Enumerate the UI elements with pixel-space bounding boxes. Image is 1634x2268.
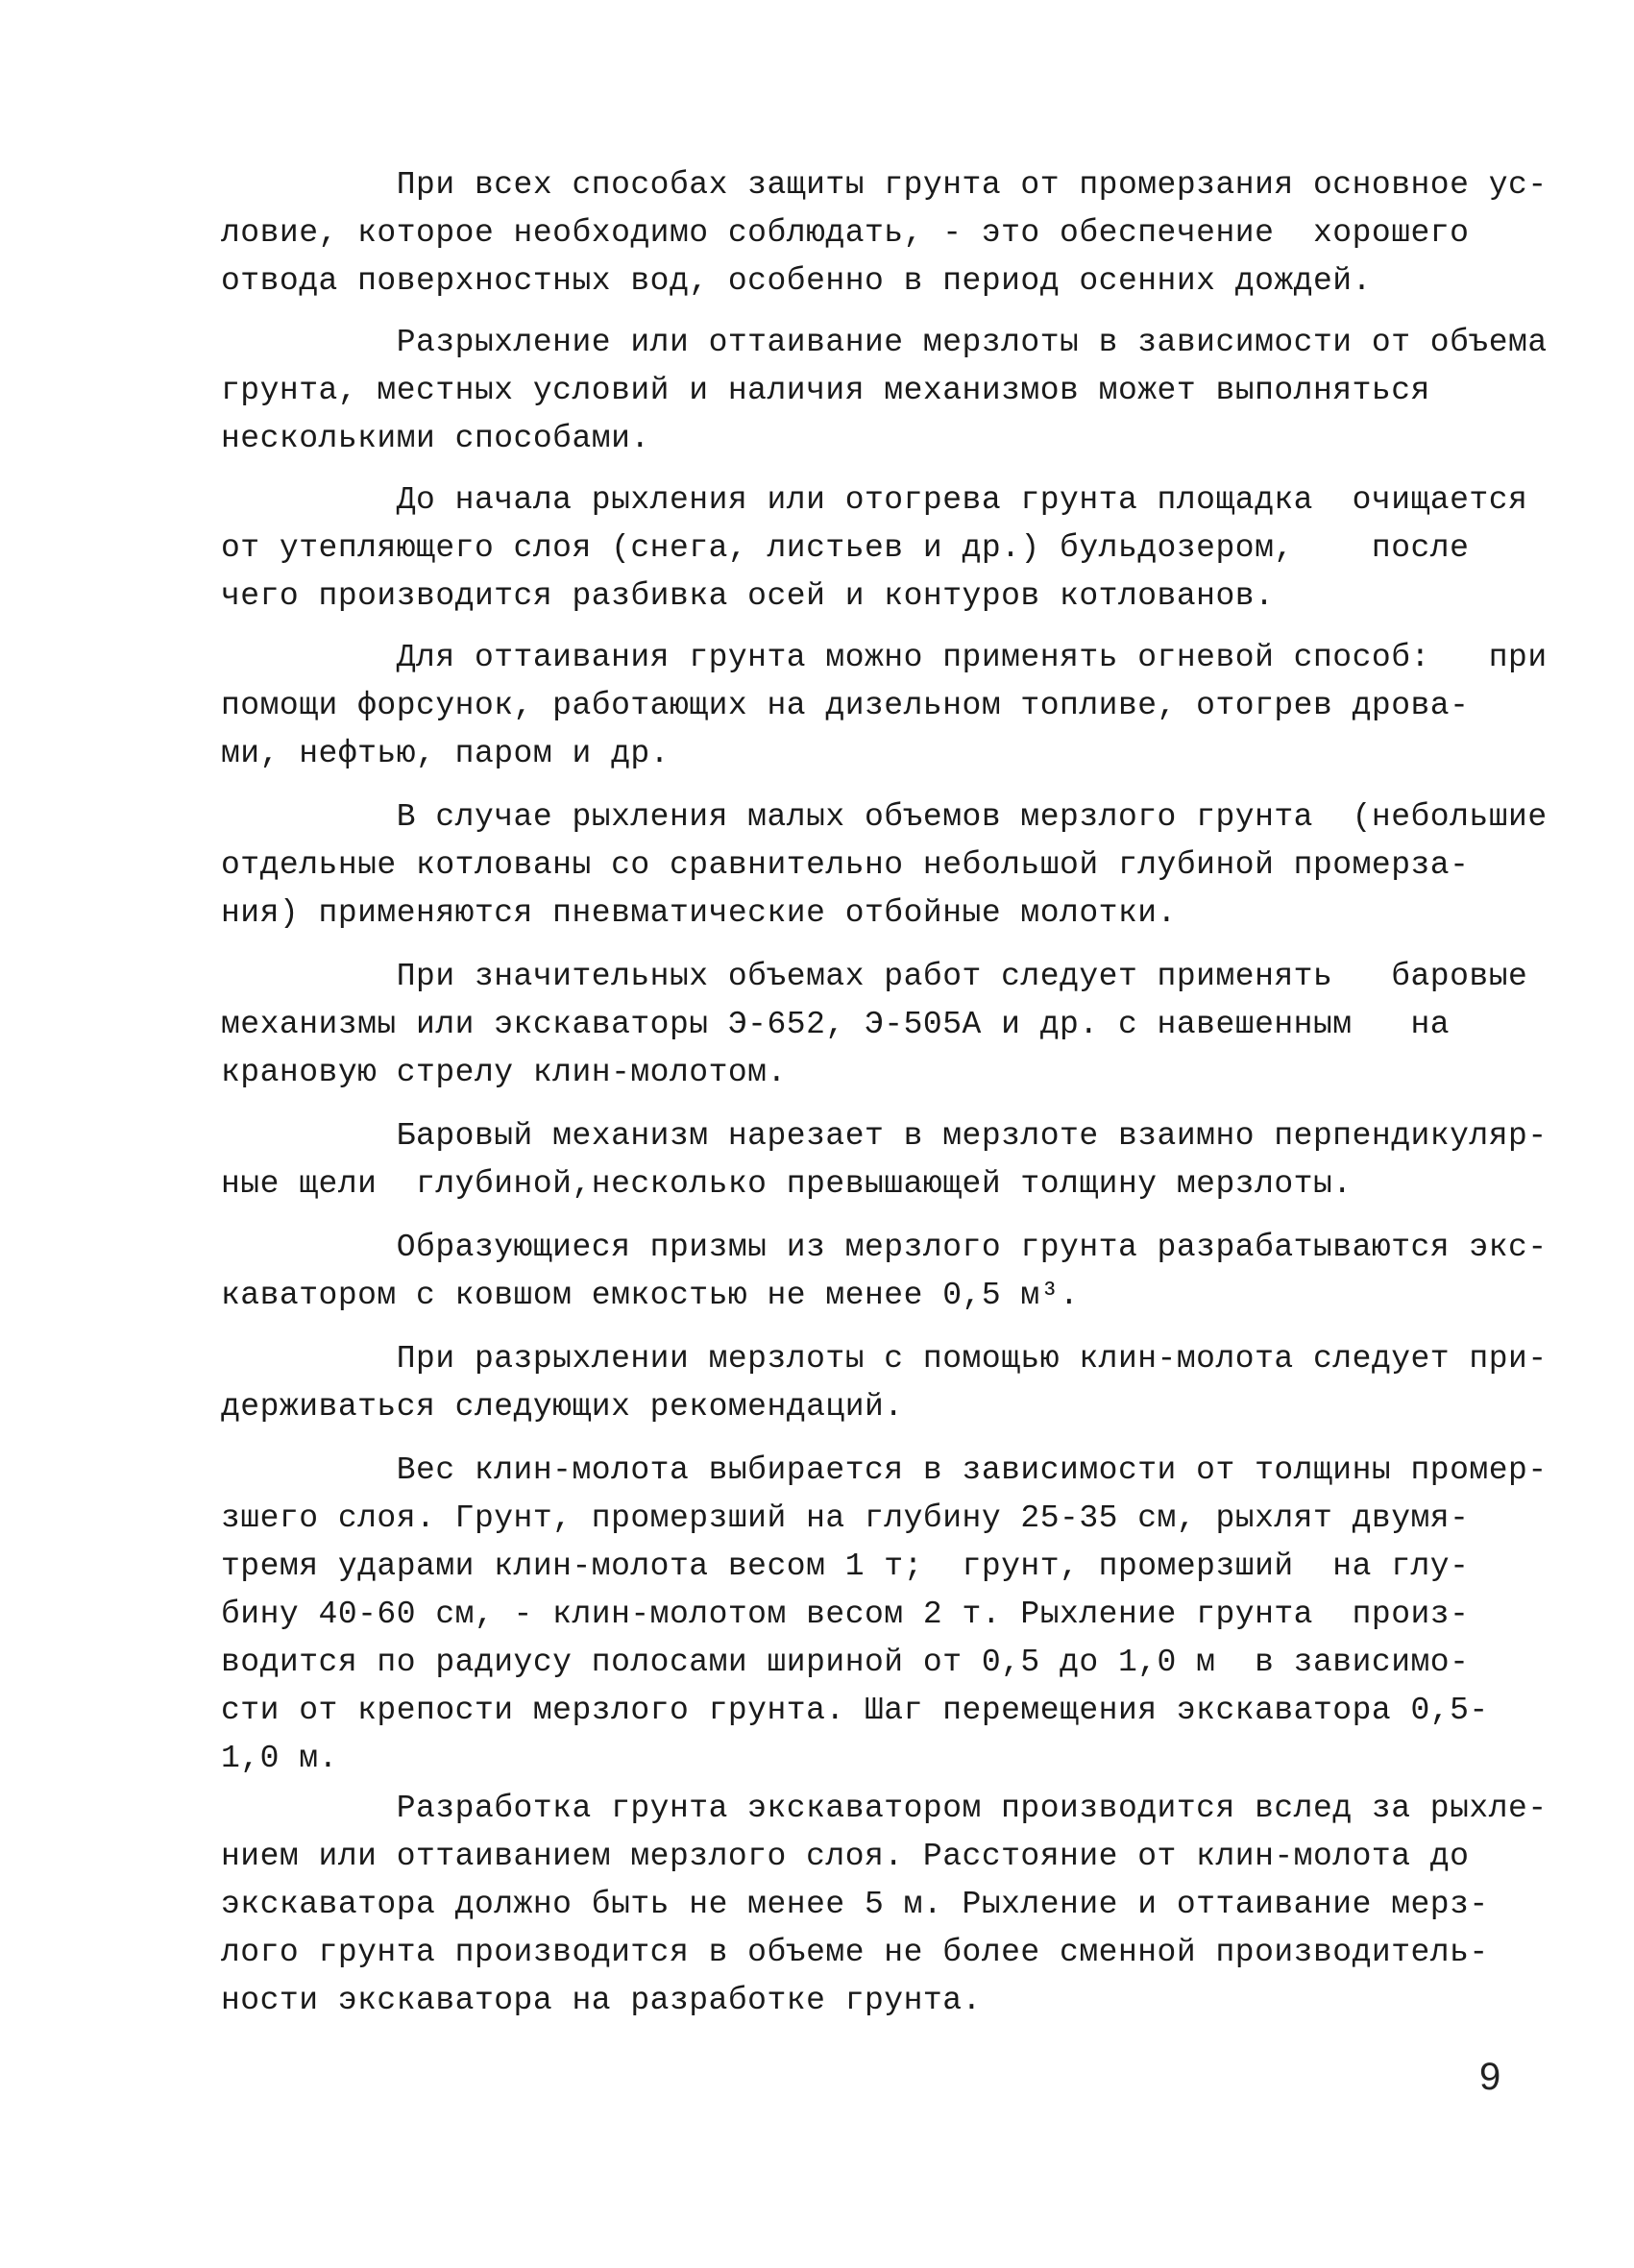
text-line: крановую стрелу клин-молотом. [221, 1055, 787, 1090]
text-line: ния) применяются пневматические отбойные молотки. [221, 895, 1177, 931]
text-line: При всех способах защиты грунта от промерзания основное ус- [221, 167, 1548, 203]
text-line: чего производится разбивка осей и контуров котлованов. [221, 578, 1275, 614]
text-line: отвода поверхностных вод, особенно в период осенних дождей. [221, 263, 1372, 299]
text-line: грунта, местных условий и наличия механизмов может выполняться [221, 373, 1430, 408]
text-line: Разрыхление или оттаивание мерзлоты в зависимости от объема [221, 325, 1548, 360]
paragraph-6 [221, 953, 1528, 1097]
text-line: ми, нефтью, паром и др. [221, 736, 670, 771]
text-line: ные щели глубиной,несколько превышающей толщину мерзлоты. [221, 1166, 1353, 1202]
text-line: несколькими способами. [221, 421, 650, 456]
text-line: бину 40-60 см, - клин-молотом весом 2 т. Рыхление грунта произ- [221, 1597, 1470, 1632]
paragraph-8 [221, 1224, 1548, 1320]
text-line: каватором с ковшом емкостью не менее 0,5 м³. [221, 1278, 1080, 1313]
text-line: Вес клин-молота выбирается в зависимости от толщины промер- [221, 1452, 1548, 1488]
text-line: сти от крепости мерзлого грунта. Шаг перемещения экскаватора 0,5- [221, 1693, 1489, 1728]
text-line: ловие, которое необходимо соблюдать, - это обеспечение хорошего [221, 215, 1470, 251]
text-line: До начала рыхления или отогрева грунта площадка очищается [221, 482, 1528, 518]
text-line: В случае рыхления малых объемов мерзлого грунта (небольшие [221, 799, 1548, 835]
text-line: водится по радиусу полосами шириной от 0,5 до 1,0 м в зависимо- [221, 1645, 1470, 1680]
paragraph-7 [221, 1112, 1548, 1208]
text-line: Баровый механизм нарезает в мерзлоте взаимно перпендикуляр- [221, 1118, 1548, 1154]
paragraph-4 [221, 634, 1548, 778]
page-number: 9 [1479, 2056, 1501, 2098]
text-line: держиваться следующих рекомендаций. [221, 1389, 904, 1425]
text-line: помощи форсунок, работающих на дизельном топливе, отогрев дрова- [221, 688, 1470, 723]
text-line: При разрыхлении мерзлоты с помощью клин-молота следует при- [221, 1341, 1548, 1377]
paragraph-3 [221, 476, 1528, 621]
paragraph-9 [221, 1335, 1548, 1431]
paragraph-1 [221, 161, 1548, 305]
text-line: от утепляющего слоя (снега, листьев и др.) бульдозером, после [221, 530, 1470, 566]
text-line: механизмы или экскаваторы Э-652, Э-505А и др. с навешенным на [221, 1007, 1451, 1042]
text-line: лого грунта производится в объеме не более сменной производитель- [221, 1935, 1489, 1970]
paragraph-2 [221, 319, 1548, 463]
paragraph-5 [221, 793, 1548, 938]
text-line: ности экскаватора на разработке грунта. [221, 1983, 982, 2018]
text-line: зшего слоя. Грунт, промерзший на глубину 25-35 см, рыхлят двумя- [221, 1500, 1470, 1536]
text-line: экскаватора должно быть не менее 5 м. Рыхление и оттаивание мерз- [221, 1887, 1489, 1922]
text-line: нием или оттаиванием мерзлого слоя. Расстояние от клин-молота до [221, 1839, 1470, 1874]
text-line: Разработка грунта экскаватором производится вслед за рыхле- [221, 1791, 1548, 1826]
text-line: отдельные котлованы со сравнительно небольшой глубиной промерза- [221, 847, 1470, 883]
paragraph-11 [221, 1785, 1548, 2025]
text-line: При значительных объемах работ следует применять баровые [221, 959, 1528, 994]
text-line: 1,0 м. [221, 1741, 338, 1776]
paragraph-10 [221, 1447, 1548, 1783]
text-line: тремя ударами клин-молота весом 1 т; грунт, промерзший на глу- [221, 1549, 1470, 1584]
text-line: Образующиеся призмы из мерзлого грунта разрабатываются экс- [221, 1230, 1548, 1265]
text-line: Для оттаивания грунта можно применять огневой способ: при [221, 640, 1548, 675]
